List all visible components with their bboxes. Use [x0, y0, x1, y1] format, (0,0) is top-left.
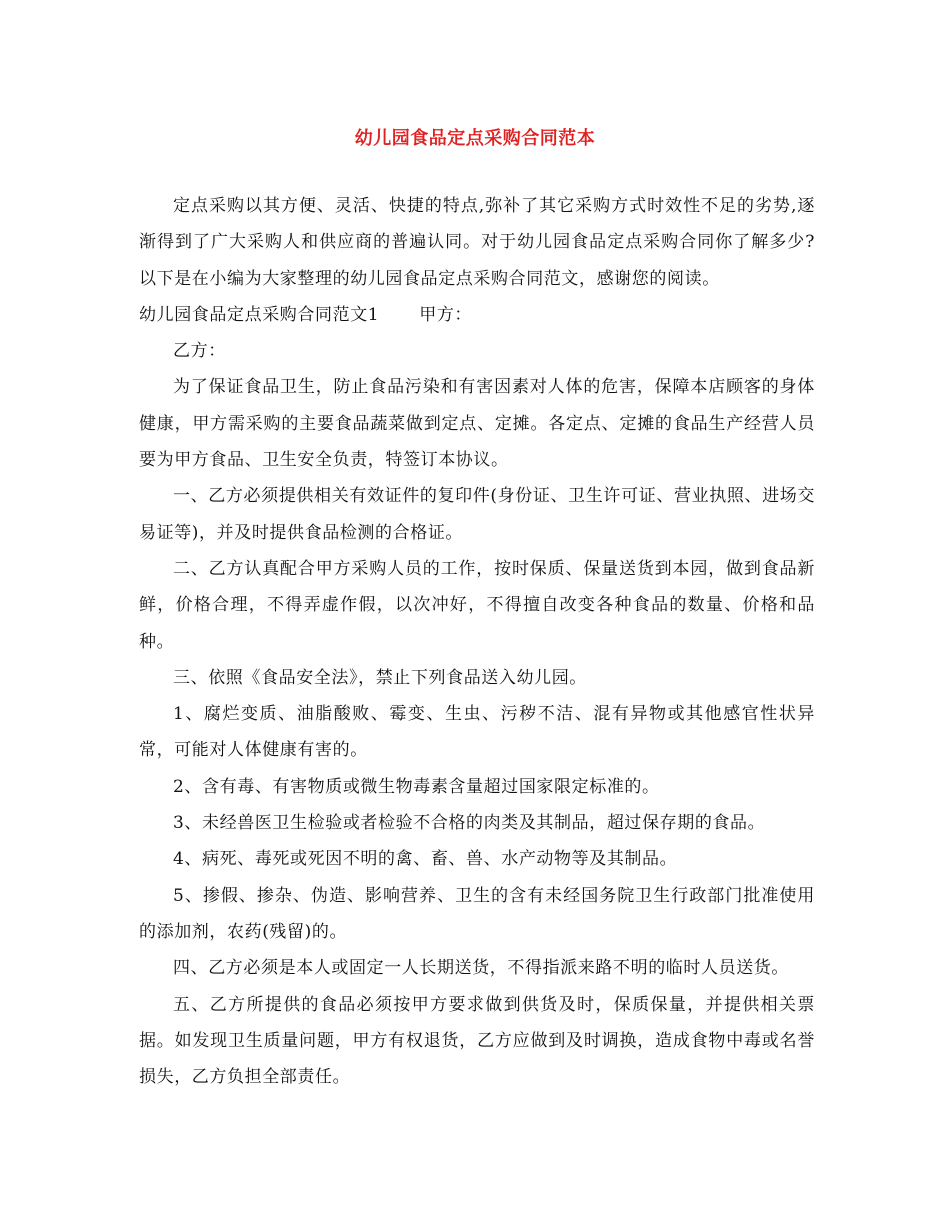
clause-5: 五、乙方所提供的食品必须按甲方要求做到供货及时，保质保量，并提供相关票据。如发现卫生质量问题，甲方有权退货，乙方应做到及时调换，造成食物中毒或名誉损失，乙方负担全部责任。 — [139, 994, 815, 1088]
clause-4: 四、乙方必须是本人或固定一人长期送货，不得指派来路不明的临时人员送货。 — [173, 958, 789, 979]
clause-3-item-4: 4、病死、毒死或死因不明的禽、畜、兽、水产动物等及其制品。 — [173, 849, 678, 870]
clause-3-item-1: 1、腐烂变质、油脂酸败、霉变、生虫、污秽不洁、混有异物或其他感官性状异常，可能对人体健康有害的。 — [139, 704, 815, 761]
contract-heading-line — [139, 297, 815, 333]
clause-1: 一、乙方必须提供相关有效证件的复印件(身份证、卫生许可证、营业执照、进场交易证等)，并及时提供食品检测的合格证。 — [139, 486, 815, 543]
purpose-paragraph: 为了保证食品卫生，防止食品污染和有害因素对人体的危害，保障本店顾客的身体健康，甲方需采购的主要食品蔬菜做到定点、定摊。各定点、定摊的食品生产经营人员要为甲方食品、卫生安全负责，特签订本协议。 — [139, 377, 815, 471]
clause-2: 二、乙方认真配合甲方采购人员的工作，按时保质、保量送货到本园，做到食品新鲜，价格合理，不得弄虚作假，以次冲好，不得擅自改变各种食品的数量、价格和品种。 — [139, 558, 815, 652]
party-b-label: 乙方： — [173, 341, 226, 362]
intro-paragraph: 定点采购以其方便、灵活、快捷的特点,弥补了其它采购方式时效性不足的劣势,逐渐得到了广大采购人和供应商的普遍认同。对于幼儿园食品定点采购合同你了解多少?以下是在小编为大家整理的幼儿园食品定点采购合同范文，感谢您的阅读。 — [139, 196, 815, 289]
document-title: 幼儿园食品定点采购合同范本 — [354, 128, 596, 149]
clause-3-item-5: 5、掺假、掺杂、伪造、影响营养、卫生的含有未经国务院卫生行政部门批准使用的添加剂，农药(残留)的。 — [139, 885, 815, 942]
clause-3-item-3: 3、未经兽医卫生检验或者检验不合格的肉类及其制品，超过保存期的食品。 — [173, 813, 766, 834]
clause-3-item-2: 2、含有毒、有害物质或微生物毒素含量超过国家限定标准的。 — [173, 776, 660, 797]
contract-heading: 幼儿园食品定点采购合同范文1 — [139, 304, 380, 325]
party-a-label: 甲方： — [419, 304, 473, 325]
document-body — [139, 188, 815, 1095]
clause-3: 三、依照《食品安全法》，禁止下列食品送入幼儿园。 — [173, 667, 587, 688]
